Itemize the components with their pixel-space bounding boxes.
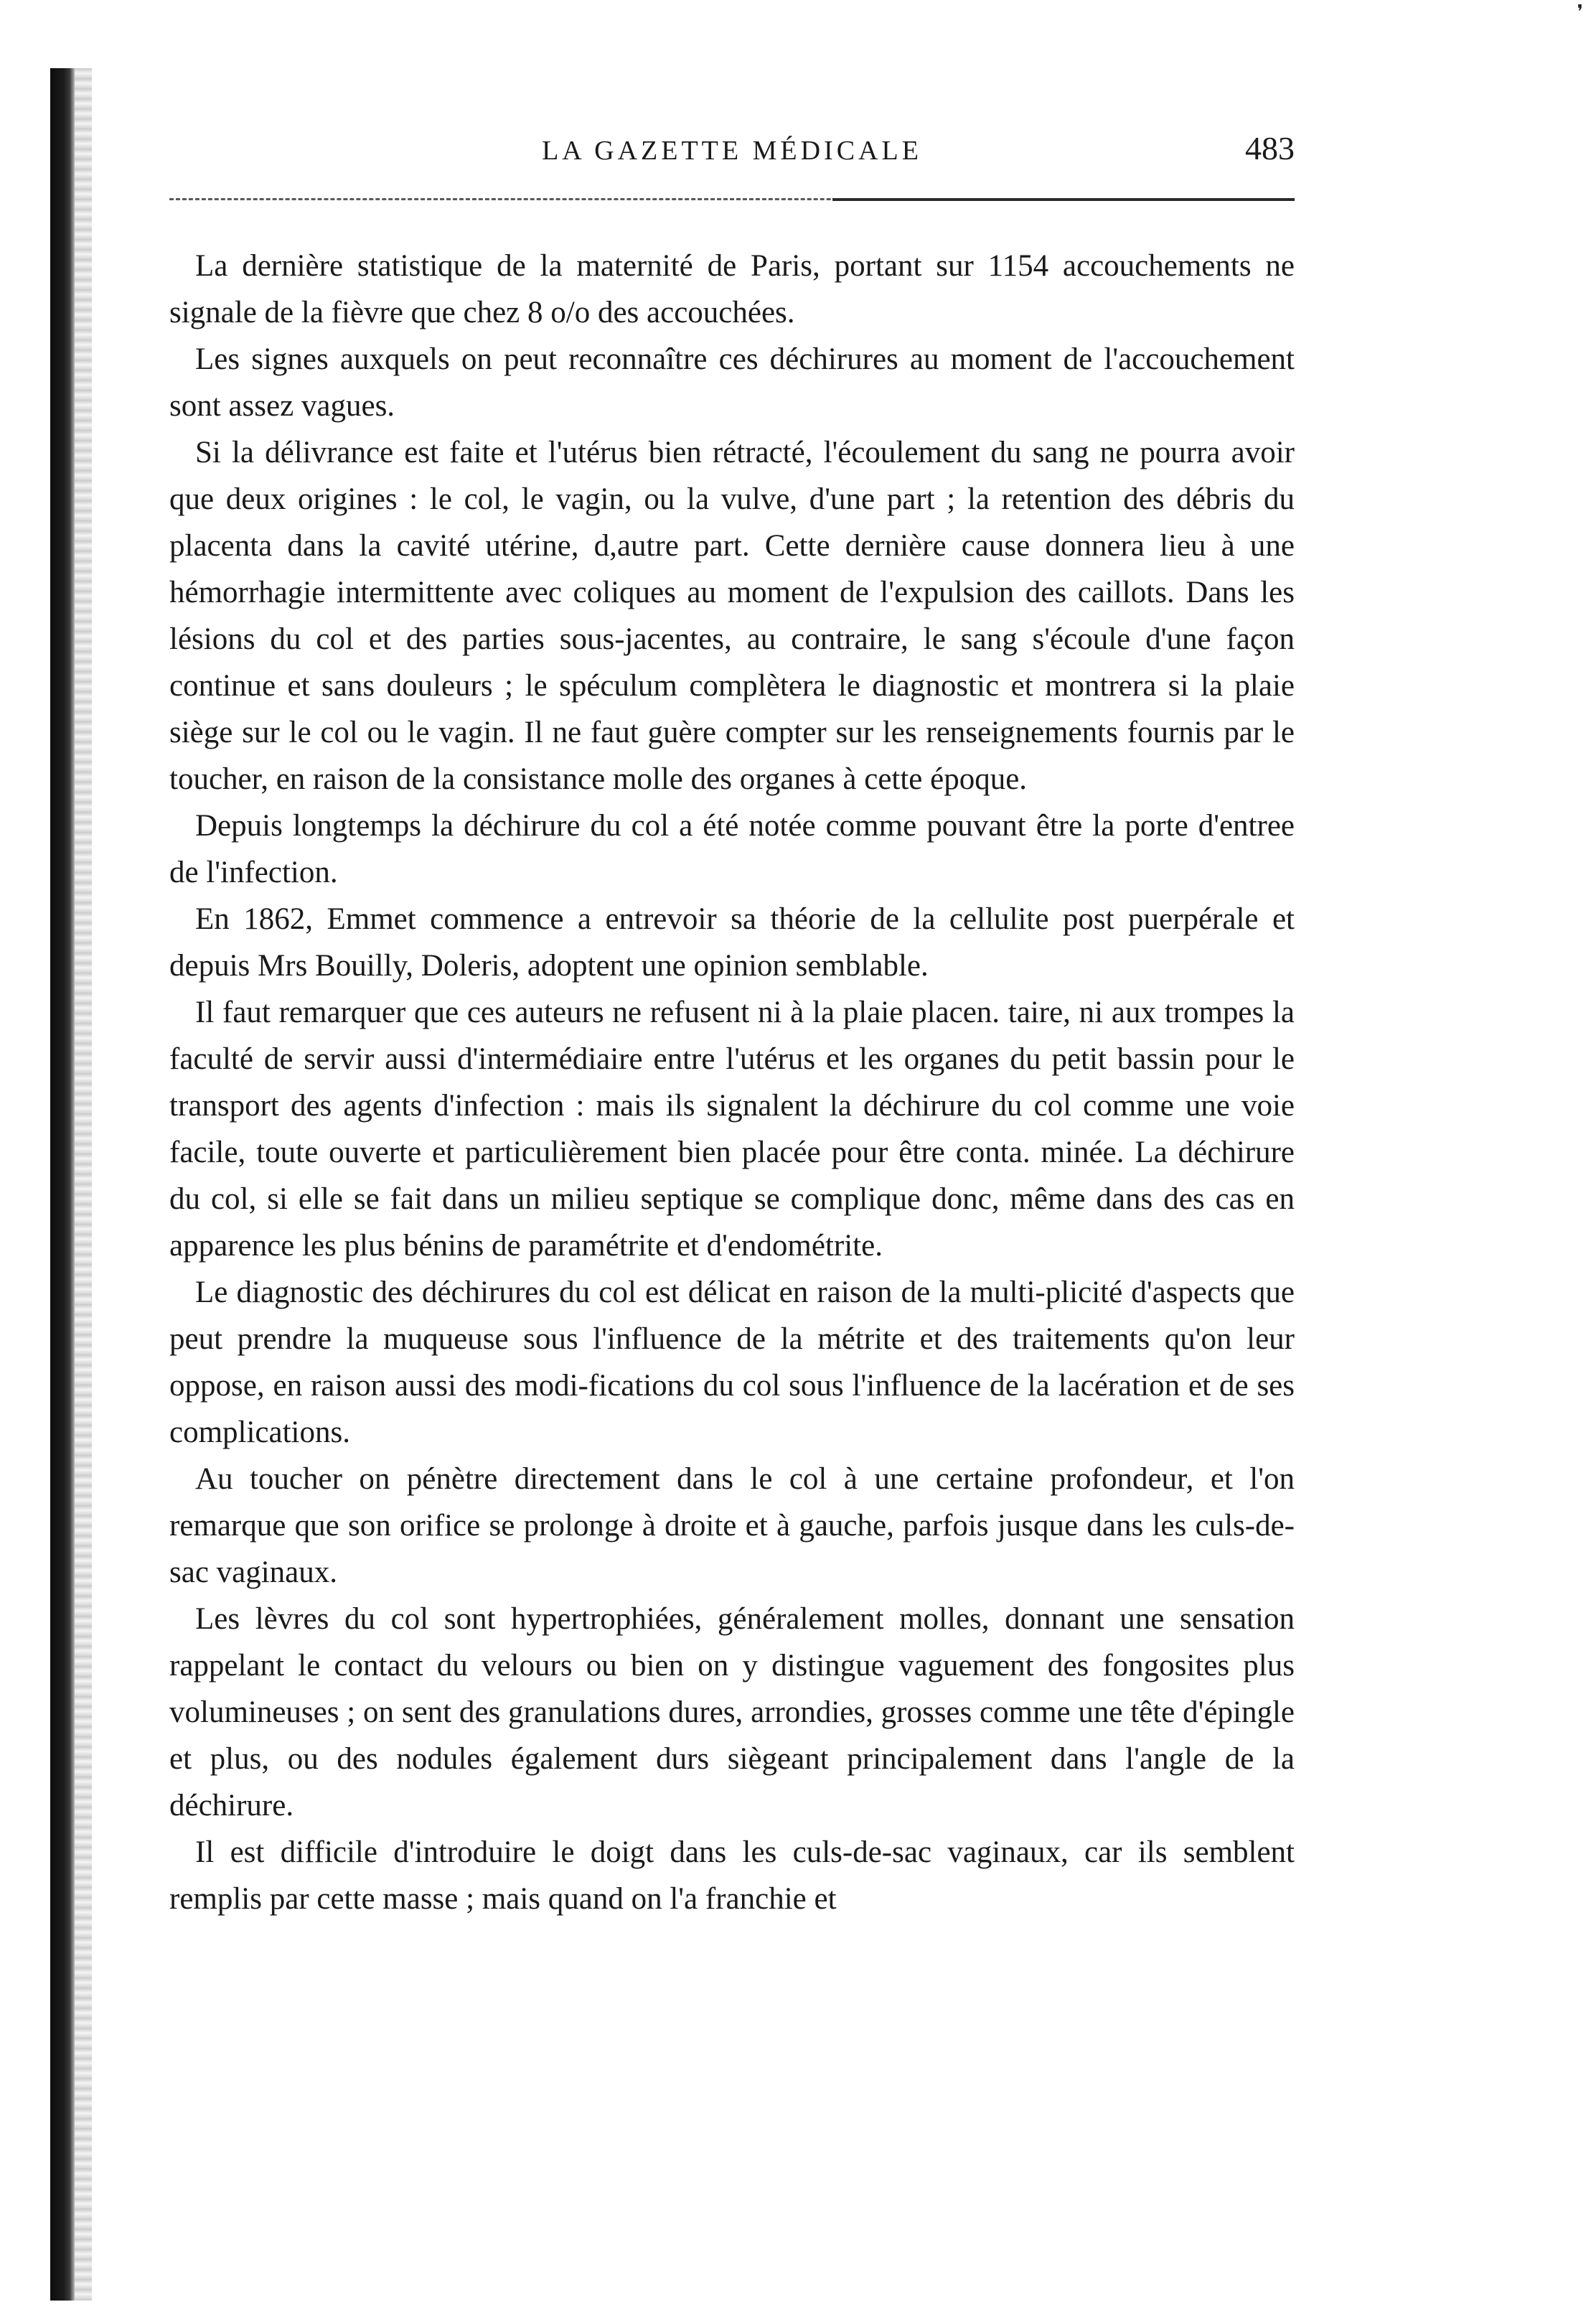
paragraph: Il est difficile d'introduire le doigt dans les culs-de-sac vaginaux, car ils semblent remplis par cette masse ; mais quand on l'a franchie et (169, 1835, 1295, 1916)
corner-mark: ❜ (1577, 1, 1583, 22)
paragraph: Les signes auxquels on peut reconnaître ces déchirures au moment de l'accouchement sont assez vagues. (169, 342, 1295, 423)
body-text (169, 243, 1295, 1922)
paragraph: Si la délivrance est faite et l'utérus bien rétracté, l'écoulement du sang ne pourra avoir que deux origines : le col, le vagin, ou la vulve, d'une part ; la retention des débris du placenta dans la cavité utérine, d,autre part. Cette dernière cause donnera lieu à une hémorrhagie intermittente avec coliques au moment de l'expulsion des caillots. Dans les lésions du col et des parties sous-jacentes, au contraire, le sang s'écoule d'une façon continue et sans douleurs ; le spéculum complètera le diagnostic et montrera si la plaie siège sur le col ou le vagin. Il ne faut guère compter sur les renseignements fournis par le toucher, en raison de la consistance molle des organes à cette époque. (169, 436, 1295, 796)
paragraph: Il faut remarquer que ces auteurs ne refusent ni à la plaie placen. taire, ni aux trompes la faculté de servir aussi d'intermédiaire entre l'utérus et les organes du petit bassin pour le transport des agents d'infection : mais ils signalent la déchirure du col comme une voie facile, toute ouverte et particulièrement bien placée pour être conta. minée. La déchirure du col, si elle se fait dans un milieu septique se complique donc, même dans des cas en apparence les plus bénins de paramétrite et d'endométrite. (169, 996, 1295, 1263)
paragraph: La dernière statistique de la maternité de Paris, portant sur 1154 accouchements ne signale de la fièvre que chez 8 o/o des accouchées. (169, 249, 1295, 329)
binding-edge (50, 68, 75, 2301)
paragraph: Le diagnostic des déchirures du col est délicat en raison de la multi-plicité d'aspects que peut prendre la muqueuse sous l'influence de la métrite et des traitements qu'on leur oppose, en raison aussi des modi-fications du col sous l'influence de la lacération et de ses complications. (169, 1276, 1295, 1449)
running-head (169, 129, 1295, 179)
paragraph: Depuis longtemps la déchirure du col a été notée comme pouvant être la porte d'entree de l'infection. (169, 809, 1295, 889)
paragraph: En 1862, Emmet commence a entrevoir sa théorie de la cellulite post puerpérale et depuis Mrs Bouilly, Doleris, adoptent une opinion semblable. (169, 902, 1295, 983)
page-number: 483 (1245, 130, 1295, 167)
header-rule-solid (832, 198, 1295, 201)
paragraph: Les lèvres du col sont hypertrophiées, généralement molles, donnant une sensation rappelant le contact du velours ou bien on y distingue vaguement des fongosites plus volumineuses ; on sent des granulations dures, arrondies, grosses comme une tête d'épingle et plus, ou des nodules également durs siègeant principalement dans l'angle de la déchirure. (169, 1602, 1295, 1822)
binding-shadow (75, 68, 92, 2301)
running-title: LA GAZETTE MÉDICALE (542, 136, 922, 166)
paragraph: Au toucher on pénètre directement dans le col à une certaine profondeur, et l'on remarque que son orifice se prolonge à droite et à gauche, parfois jusque dans les culs-de-sac vaginaux. (169, 1462, 1295, 1589)
